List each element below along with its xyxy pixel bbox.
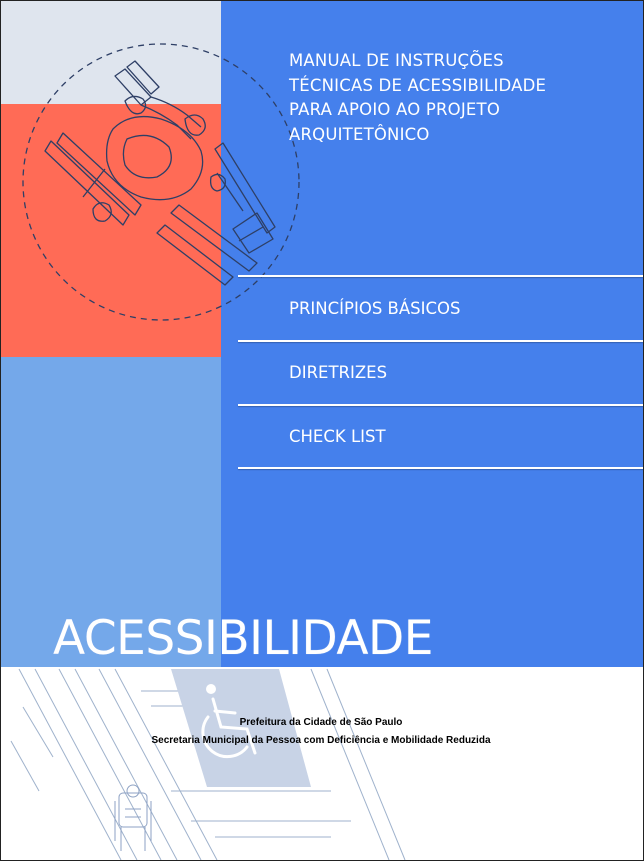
dashed-circle (23, 44, 299, 320)
divider-rule (238, 275, 643, 277)
small-wheelchair-icon (115, 785, 151, 851)
menu-check-list: CHECK LIST (289, 427, 386, 446)
manual-title-line: TÉCNICAS DE ACESSIBILIDADE (289, 75, 547, 95)
manual-title-line: PARA APOIO AO PROJETO (289, 100, 501, 119)
divider-rule (238, 404, 643, 406)
divider-rule (238, 467, 643, 469)
credit-prefeitura: Prefeitura da Cidade de São Paulo (239, 717, 403, 728)
menu-diretrizes: DIRETRIZES (289, 363, 388, 382)
manual-title-line: ARQUITETÔNICO (289, 124, 430, 144)
accessibility-symbol-icon (171, 669, 311, 787)
divider-rule (238, 340, 643, 342)
manual-title (289, 49, 609, 147)
manual-title-line: MANUAL DE INSTRUÇÕES (289, 51, 504, 70)
wheelchair-user-drawing-icon (45, 61, 275, 285)
credit-secretaria: Secretaria Municipal da Pessoa com Deficiência e Mobilidade Reduzida (151, 735, 491, 746)
main-title: ACESSIBILIDADE (53, 611, 433, 666)
menu-principios-basicos: PRINCÍPIOS BÁSICOS (289, 299, 461, 318)
